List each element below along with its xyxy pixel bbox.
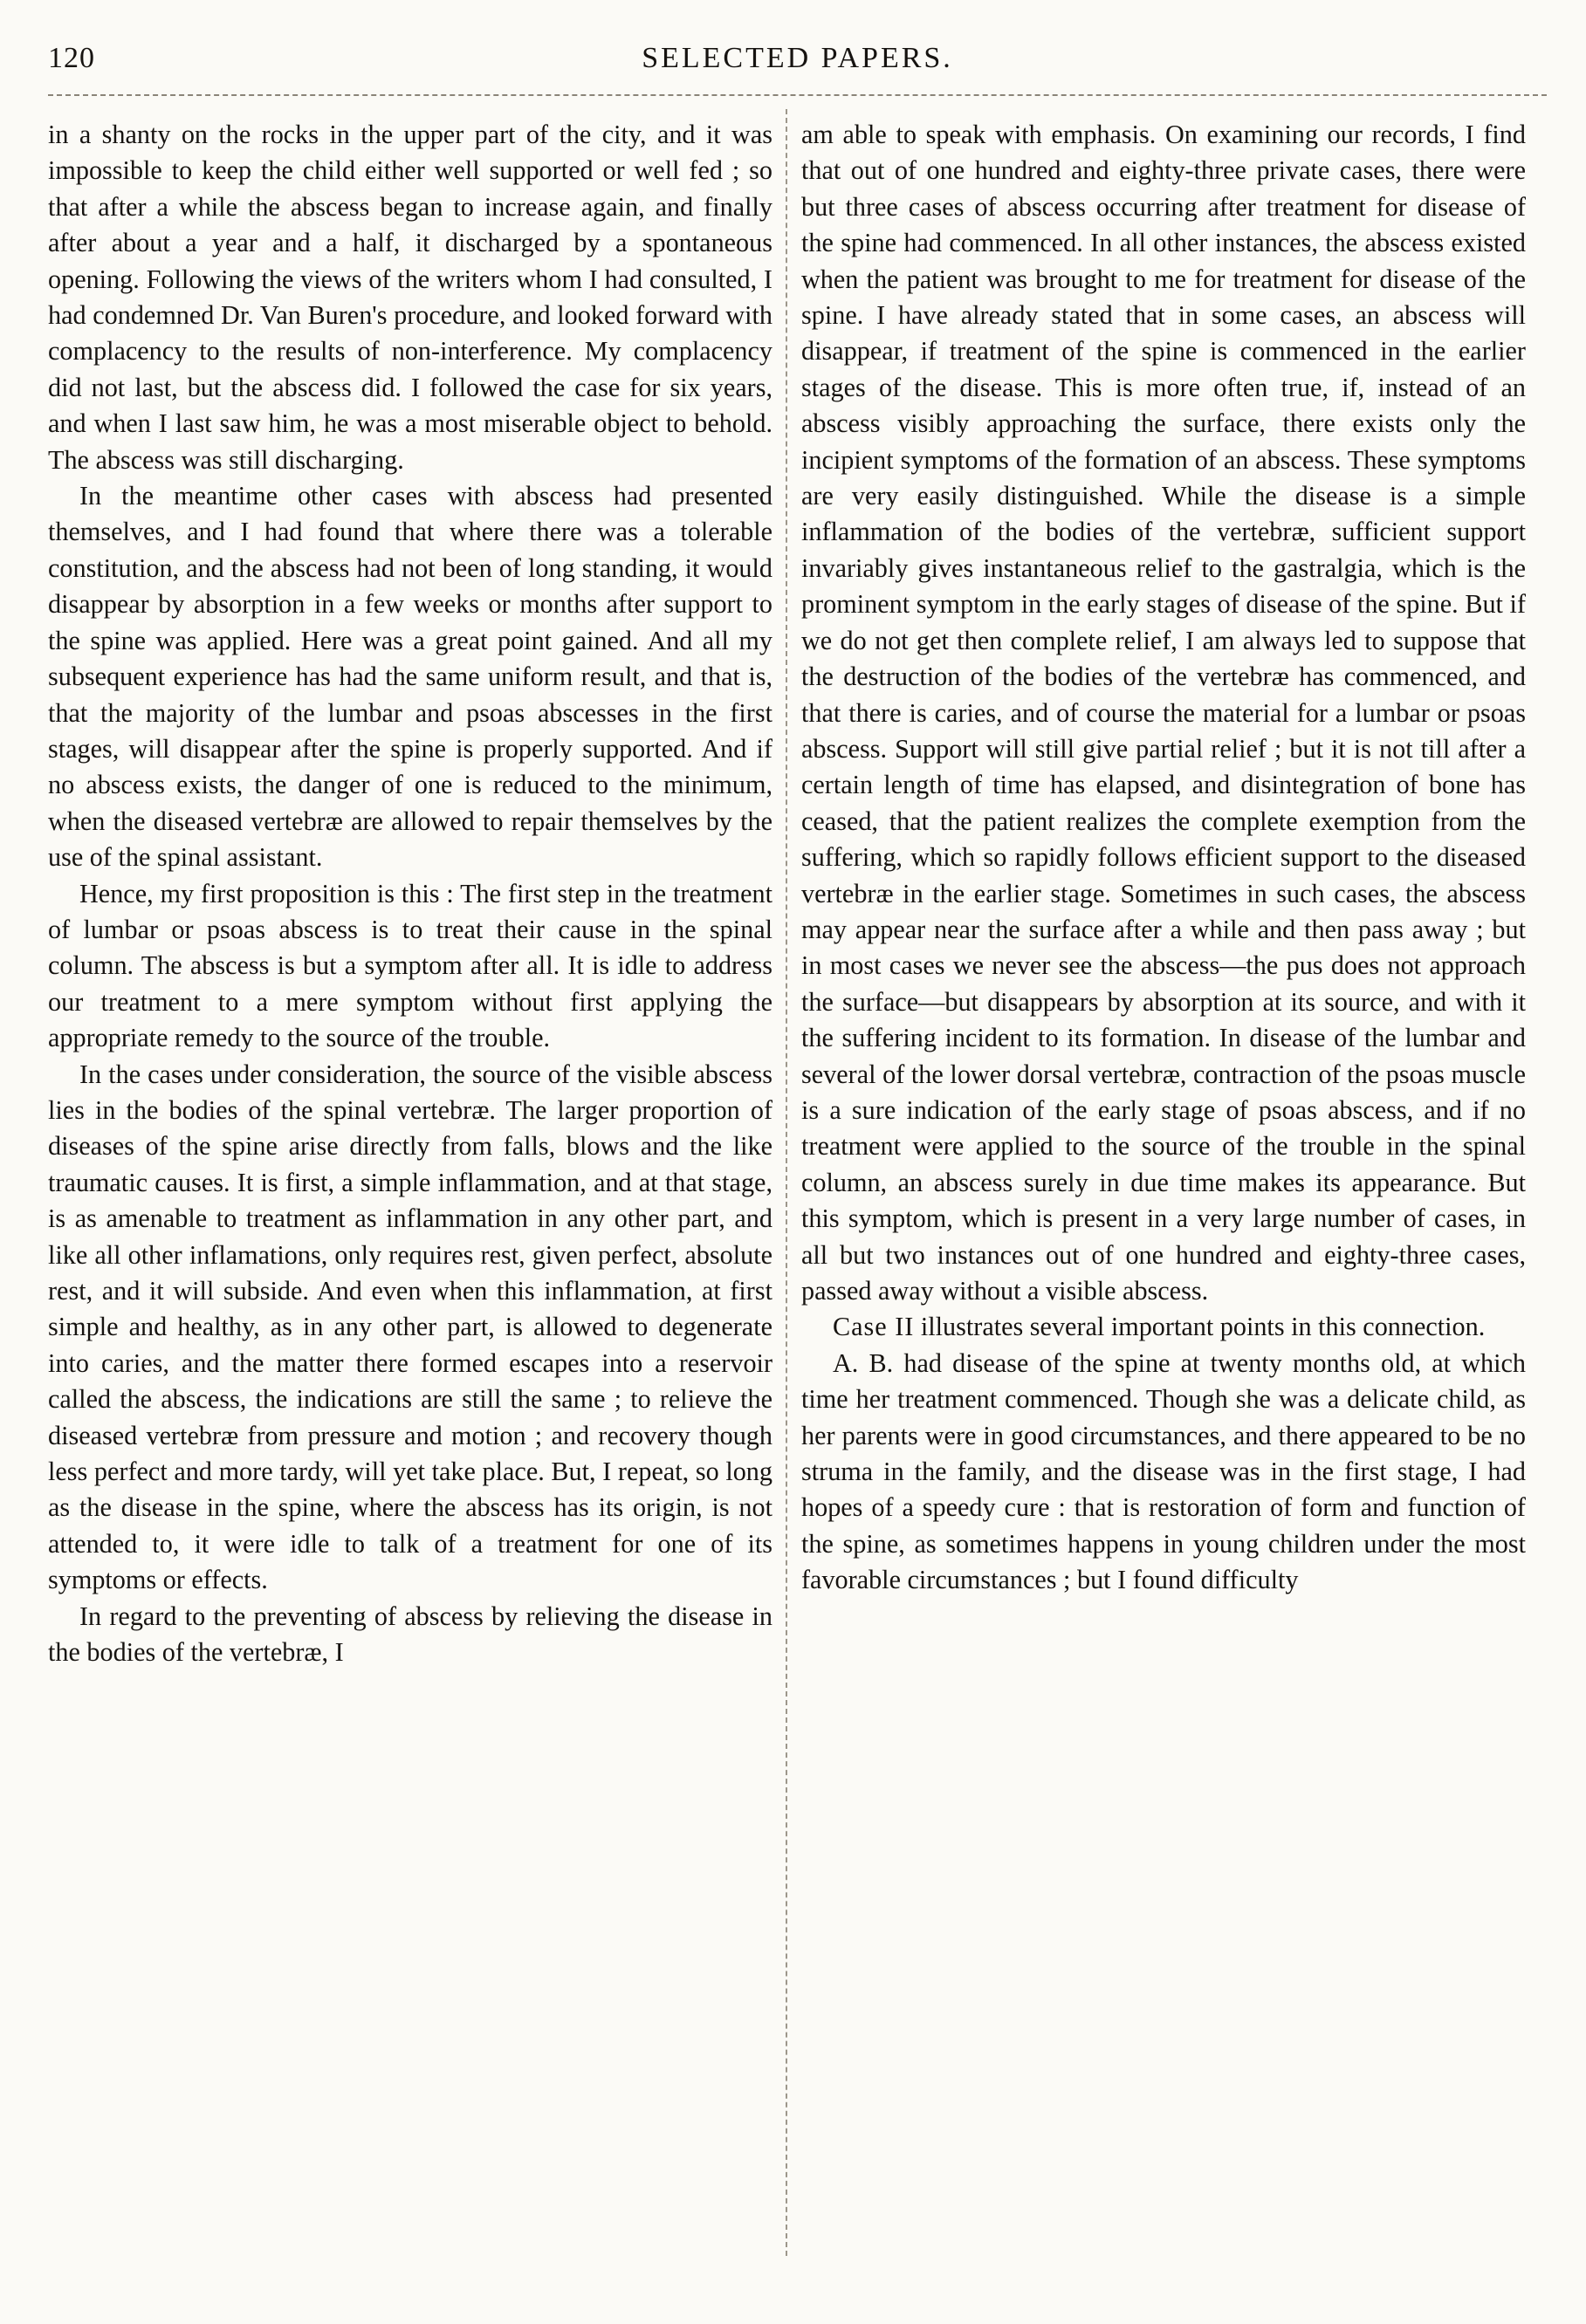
header-rule — [48, 94, 1547, 96]
case-label: Case II — [833, 1312, 915, 1342]
paragraph-text: illustrates several important points in this connection. — [920, 1312, 1486, 1342]
case-paragraph — [801, 1309, 1526, 1345]
paragraph: In regard to the preventing of abscess by relieving the disease in the bodies of the vertebræ, I — [48, 1601, 772, 1668]
paragraph: Hence, my first proposition is this : The first step in the treatment of lumbar or psoas abscess is to treat their cause in the spinal column. The abscess is but a symptom after all. It is idle to address our treatment to a mere symptom without first applying the appropriate remedy to the source of the trouble. — [48, 878, 772, 1053]
page-number: 120 — [48, 42, 95, 74]
paragraph: am able to speak with emphasis. On examining our records, I find that out of one hundred and eighty-three private cases, there were but three cases of abscess occurring after treatment for disease of the spine had commenced. In all other instances, the abscess existed when the patient was brought to me for treatment for disease of the spine. I have already stated that in some cases, an abscess will disappear, if treatment of the spine is commenced in the earlier stages of the disease. This is more often true, if, instead of an abscess visibly approaching the surface, there exists only the incipient symptoms of the formation of an abscess. These symptoms are very easily distinguished. While the disease is a simple inflammation of the bodies of the vertebræ, sufficient support invariably gives instantaneous relief to the gastralgia, which is the prominent symptom in the early stages of disease of the spine. But if we do not get then complete relief, I am always led to suppose that the destruction of the bodies of the vertebræ has commenced, and that there is caries, and of course the material for a lumbar or psoas abscess. Support will still give partial relief ; but it is not till after a certain length of time has elapsed, and disintegration of bone has ceased, that the patient realizes the complete exemption from the suffering, which so rapidly follows efficient support to the diseased vertebræ in the earlier stage. Sometimes in such cases, the abscess may appear near the surface after a while and then pass away ; but in most cases we never see the abscess—the pus does not approach the surface—but disappears by absorption at its source, and with it the suffering incident to its formation. In disease of the lumbar and several of the lower dorsal vertebræ, contraction of the psoas muscle is a sure indication of the early stage of psoas abscess, and if no treatment were applied to the source of the trouble in the spinal column, an abscess surely in due time makes its appearance. But this symptom, which is present in a very large number of cases, in all but two instances out of one hundred and eighty-three cases, passed away without a visible abscess. — [801, 120, 1526, 1306]
column-divider — [786, 109, 787, 2256]
paragraph: In the meantime other cases with abscess had presented themselves, and I had found that where there was a tolerable constitution, and the abscess had not been of long standing, it would disappear by absorption in a few weeks or months after support to the spine was applied. Here was a great point gained. And all my subsequent experience has had the same uniform result, and that is, that the majority of the lumbar and psoas abscesses in the first stages, will disappear after the spine is properly supported. And if no abscess exists, the danger of one is reduced to the minimum, when the diseased vertebræ are allowed to repair themselves by the use of the spinal assistant. — [48, 481, 772, 873]
left-column — [48, 117, 772, 2246]
paragraph: In the cases under consideration, the source of the visible abscess lies in the bodies of the spinal vertebræ. The larger proportion of diseases of the spine arise directly from falls, blows and the like traumatic causes. It is first, a simple inflammation, and at that stage, is as amenable to treatment as inflammation in any other part, and like all other inflamations, only requires rest, given perfect, absolute rest, and it will subside. And even when this inflammation, at first simple and healthy, as in any other part, is allowed to degenerate into caries, and the matter there formed escapes into a reservoir called the abscess, the indications are still the same ; to relieve the diseased vertebræ from pressure and motion ; and recovery though less perfect and more tardy, will yet take place. But, I repeat, so long as the disease in the spine, where the abscess has its origin, is not attended to, it were idle to talk of a treatment for one of its symptoms or effects. — [48, 1059, 772, 1595]
paragraph: A. B. had disease of the spine at twenty months old, at which time her treatment commenced. Though she was a delicate child, as her parents were in good circumstances, and there appeared to be no struma in the family, and the disease was in the first stage, I had hopes of a speedy cure : that is restoration of form and function of the spine, as sometimes happens in young children under the most favorable circumstances ; but I found difficulty — [801, 1347, 1526, 1595]
running-head: SELECTED PAPERS. — [642, 42, 953, 74]
paragraph: in a shanty on the rocks in the upper part of the city, and it was impossible to keep the child either well supported or well fed ; so that after a while the abscess began to increase again, and finally after about a year and a half, it discharged by a spontaneous opening. Following the views of the writers whom I had consulted, I had condemned Dr. Van Buren's procedure, and looked forward with complacency to the results of non-interference. My complacency did not last, but the abscess did. I followed the case for six years, and when I last saw him, he was a most miserable object to behold. The abscess was still discharging. — [48, 120, 772, 475]
right-column — [801, 117, 1526, 2246]
